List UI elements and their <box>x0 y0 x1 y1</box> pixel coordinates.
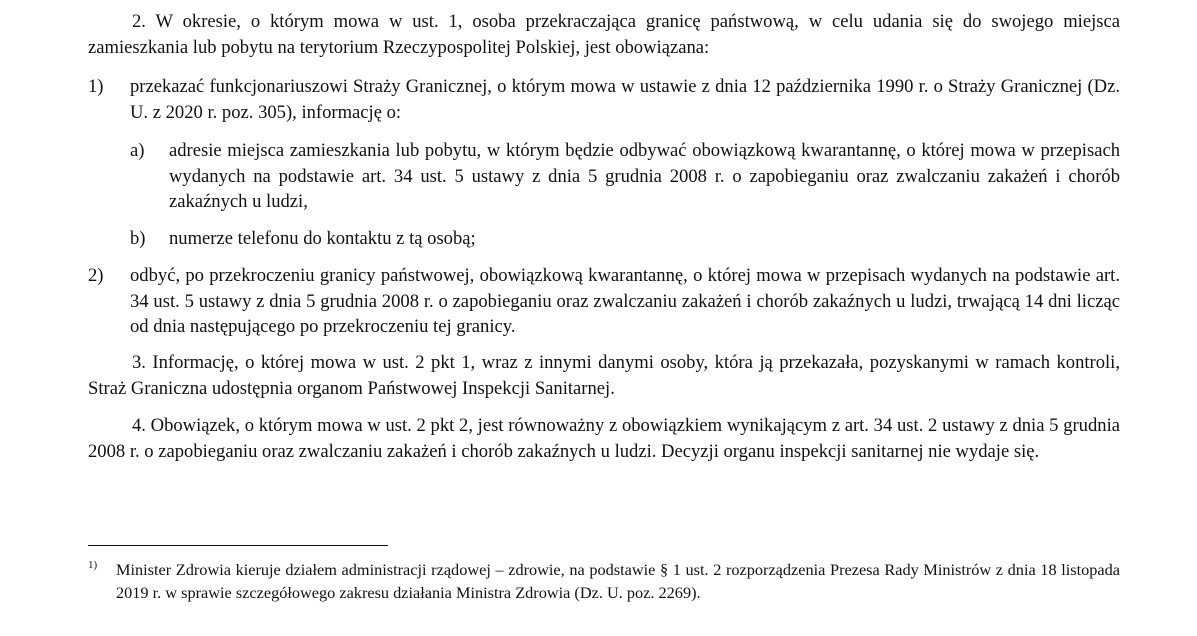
footnote-text: Minister Zdrowia kieruje działem administracji rządowej – zdrowie, na podstawie § 1 ust. 2 rozporządzenia Prezesa Rady Ministrów z dnia 18 listopada 2019 r. w sprawie szczegółowego zakresu działania Ministra Zdrowia (Dz. U. poz. 2269). <box>116 560 1120 602</box>
item-1a-text: adresie miejsca zamieszkania lub pobytu, w którym będzie odbywać obowiązkową kwarantannę, o której mowa w przepisach wydanych na podstawie art. 34 ust. 5 ustawy z dnia 5 grudnia 2008 r. o zapobieganiu oraz zwalczaniu zakażeń i chorób zakaźnych u ludzi, <box>169 140 1120 212</box>
paragraph-4: 4. Obowiązek, o którym mowa w ust. 2 pkt 2, jest równoważny z obowiązkiem wynikającym z art. 34 ust. 2 ustawy z dnia 5 grudnia 2008 r. o zapobieganiu oraz zwalczaniu zakażeń i chorób zakaźnych u ludzi. Decyzji organu inspekcji sanitarnej nie wydaje się. <box>88 415 1120 462</box>
item-1-number: 1) <box>88 76 104 97</box>
item-1a-letter: a) <box>130 140 145 161</box>
item-2-text: odbyć, po przekroczeniu granicy państwowej, obowiązkową kwarantannę, o której mowa w przepisach wydanych na podstawie art. 34 ust. 5 ustawy z dnia 5 grudnia 2008 r. o zapobieganiu oraz zwalczaniu zakażeń i chorób zakaźnych u ludzi, trwającą 14 dni licząc od dnia następującego po przekroczeniu tej granicy. <box>130 265 1120 337</box>
item-1-text: przekazać funkcjonariuszowi Straży Granicznej, o którym mowa w ustawie z dnia 12 października 1990 r. o Straży Granicznej (Dz. U. z 2020 r. poz. 305), informację o: <box>130 76 1120 123</box>
item-1b-letter: b) <box>130 228 146 249</box>
footnote-marker: 1) <box>88 559 98 571</box>
paragraph-3: 3. Informację, o której mowa w ust. 2 pkt 1, wraz z innymi danymi osoby, która ją przekazała, pozyskanymi w ramach kontroli, Straż Graniczna udostępnia organom Państwowej Inspekcji Sanitarnej. <box>88 352 1120 399</box>
paragraph-2: 2. W okresie, o którym mowa w ust. 1, osoba przekraczająca granicę państwową, w celu udania się do swojego miejsca zamieszkania lub pobytu na terytorium Rzeczypospolitej Polskiej, jest obowiązana: <box>88 11 1120 58</box>
footnote-separator <box>88 545 388 546</box>
item-2-number: 2) <box>88 265 104 286</box>
item-1b-text: numerze telefonu do kontaktu z tą osobą; <box>169 228 476 249</box>
